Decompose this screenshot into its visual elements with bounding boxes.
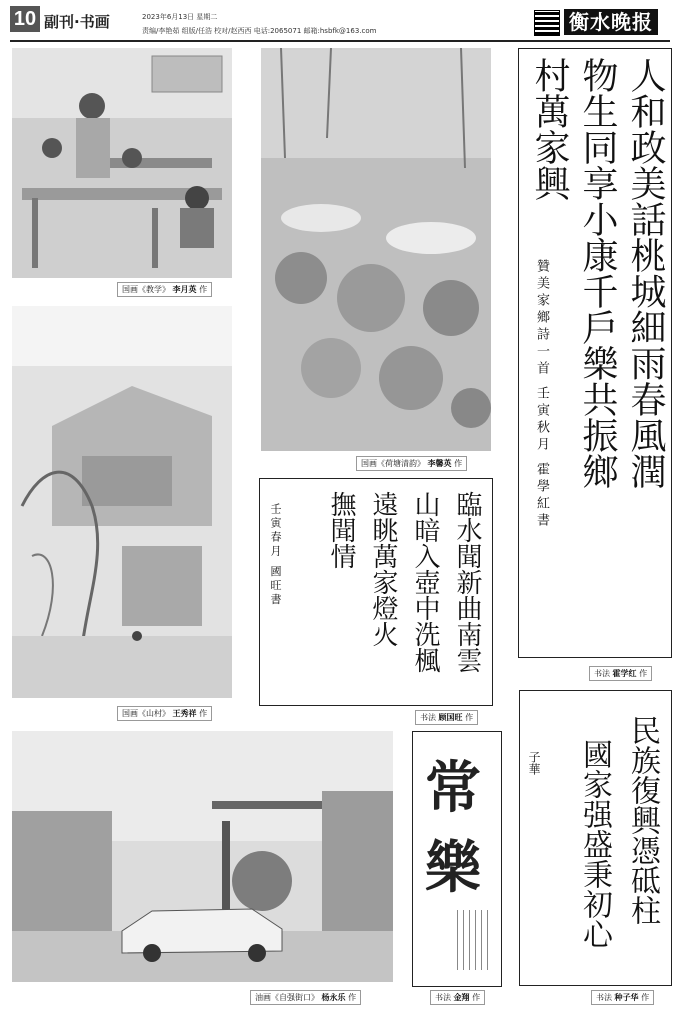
qr-code-icon	[534, 10, 560, 36]
calligraphy-jin-char-1: 常	[425, 755, 481, 821]
header-rule	[10, 40, 670, 42]
painting-study	[12, 48, 232, 278]
masthead	[534, 8, 670, 38]
calligraphy-huo-inscription: 贊美家鄉詩一首 壬寅秋月 霍學紅書	[534, 259, 549, 531]
calligraphy-huo	[518, 48, 672, 658]
staff-line: 责编/李艳茹 组版/任浩 校对/赵西西 电话:2065071 邮箱:hsbfk@163.com	[142, 27, 377, 35]
calligraphy-zhong	[519, 690, 672, 986]
calligraphy-zhong-column-2: 國家强盛秉初心	[577, 739, 612, 949]
calligraphy-zhong-column-1: 民族復興憑砥柱	[625, 715, 660, 925]
page-number: 10	[10, 6, 40, 32]
caption-zhong: 书法 种子华 作	[591, 990, 654, 1005]
painting-street	[12, 731, 393, 982]
calligraphy-gu	[259, 478, 493, 706]
calligraphy-zhong-signature: 子華	[527, 751, 541, 775]
caption-huo: 书法 霍学红 作	[589, 666, 652, 681]
caption-jin: 书法 金翔 作	[430, 990, 485, 1005]
caption-gu: 书法 顾国旺 作	[415, 710, 478, 725]
date-line: 2023年6月13日 星期二	[142, 13, 218, 21]
masthead-logo: 衡水晚报	[564, 9, 658, 35]
painting-village	[12, 306, 232, 698]
calligraphy-gu-column-1: 臨水聞新曲南雲	[452, 491, 482, 673]
calligraphy-jin	[412, 731, 502, 987]
calligraphy-gu-column-2: 山暗入壺中洗楓	[410, 491, 440, 673]
calligraphy-jin-inscription	[457, 910, 493, 970]
calligraphy-gu-inscription: 壬寅春月 國旺書	[269, 503, 282, 608]
calligraphy-gu-column-4: 撫聞情	[326, 491, 356, 569]
caption-street: 油画《自强街口》 杨永乐 作	[250, 990, 361, 1005]
calligraphy-jin-char-2: 樂	[425, 835, 481, 901]
section-title: 副刊·书画	[44, 13, 110, 31]
caption-village: 国画《山村》 王秀祥 作	[117, 706, 212, 721]
calligraphy-huo-column-1: 人和政美話桃城細雨春風潤	[625, 57, 666, 489]
calligraphy-huo-column-3: 村萬家興	[529, 57, 570, 201]
calligraphy-gu-column-3: 遠眺萬家燈火	[368, 491, 398, 647]
calligraphy-huo-column-2: 物生同享小康千戶樂共振鄉	[577, 57, 618, 489]
painting-lotus	[261, 48, 491, 451]
caption-lotus: 国画《荷塘清韵》 李馨英 作	[356, 456, 467, 471]
caption-study: 国画《教学》 李月英 作	[117, 282, 212, 297]
